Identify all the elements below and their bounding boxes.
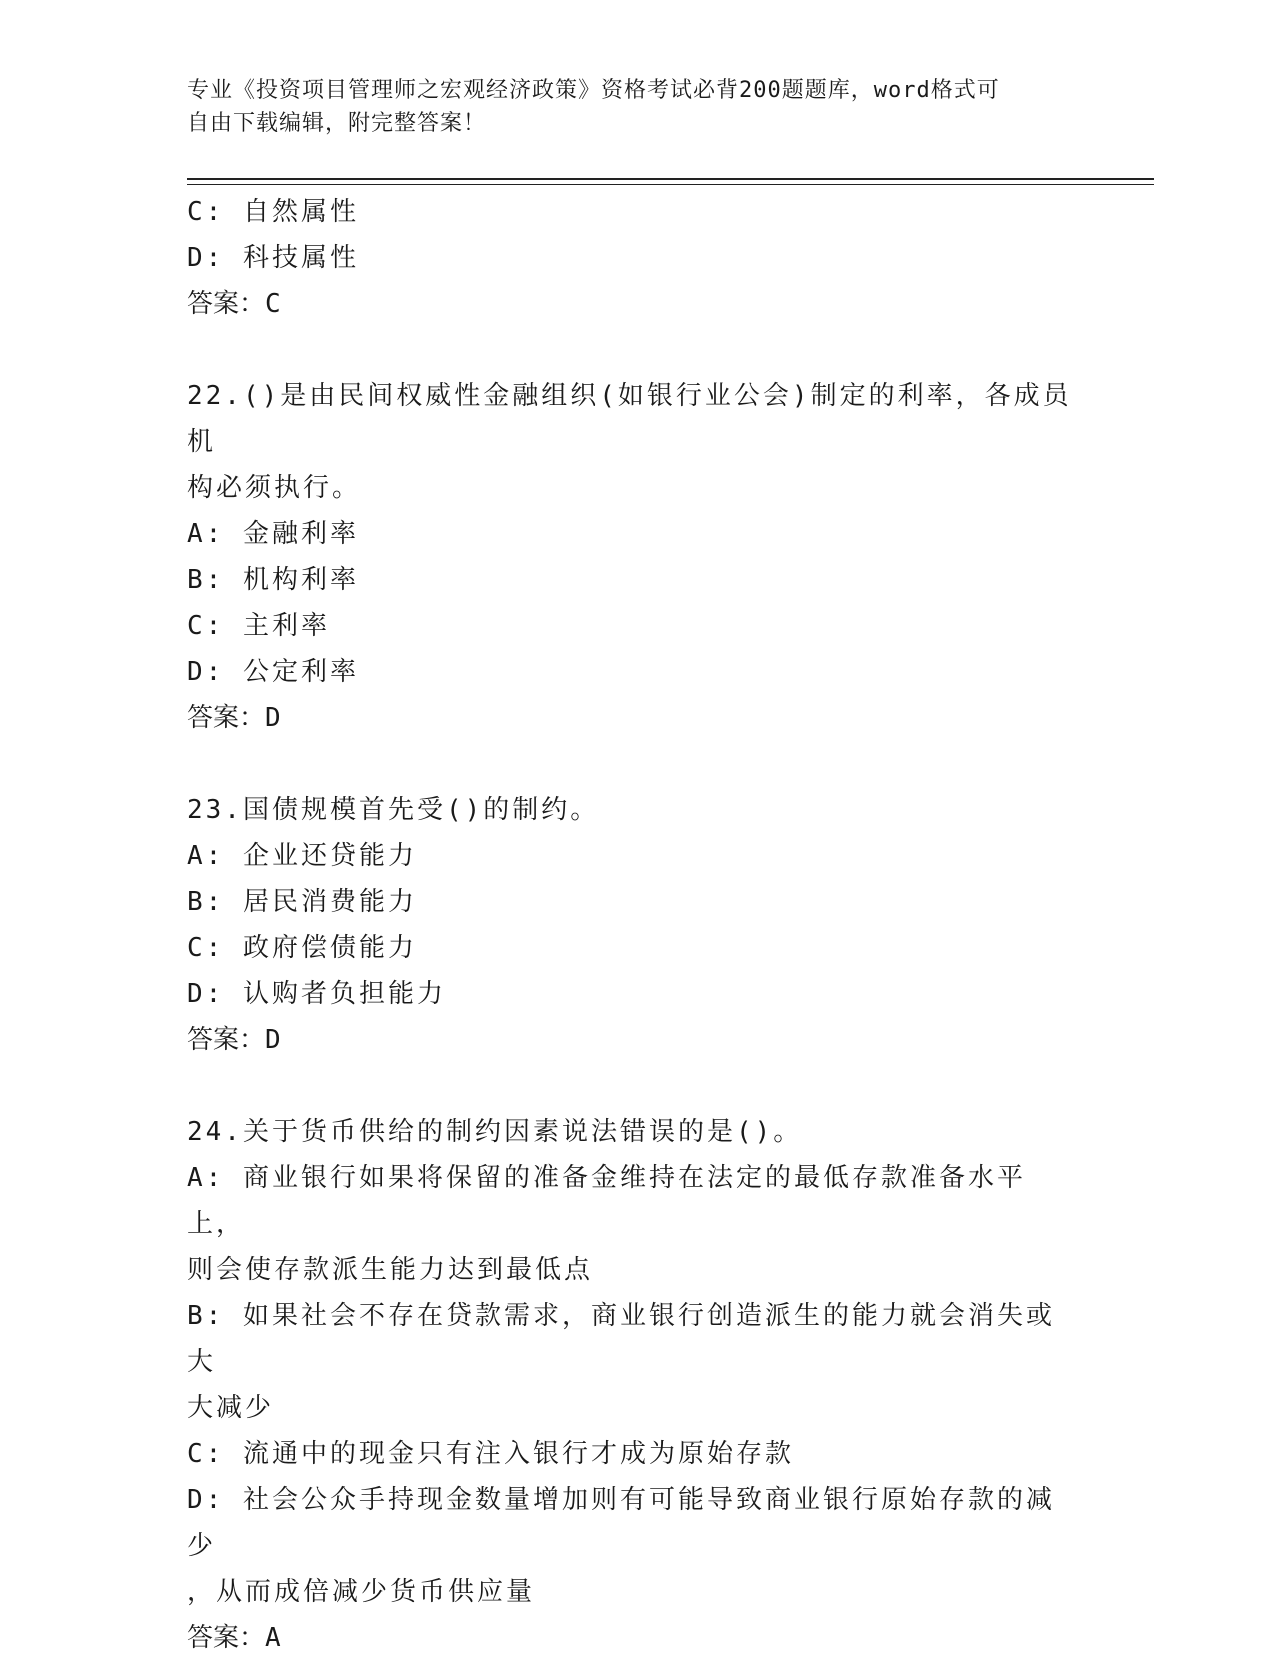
option-label: D: [187, 657, 225, 687]
answer-value: A [265, 1623, 284, 1653]
option-text: 居民消费能力 [242, 887, 417, 917]
question-block-21-continued [187, 189, 1077, 327]
option-label: B: [187, 887, 225, 917]
option-c [187, 925, 1077, 971]
question-stem-line-1: 23.国债规模首先受()的制约。 [187, 795, 600, 825]
answer-value: D [265, 703, 284, 733]
option-a-continuation: 则会使存款派生能力达到最低点 [187, 1255, 594, 1285]
header-title-line-1: 专业《投资项目管理师之宏观经济政策》资格考试必背200题题库，word格式可 [187, 78, 1000, 103]
option-text: 金融利率 [242, 519, 359, 549]
option-d [187, 1477, 1077, 1569]
option-text: 企业还贷能力 [242, 841, 417, 871]
option-d [187, 649, 1077, 695]
spacer [187, 741, 1077, 787]
answer-line [187, 1615, 1077, 1661]
answer-label: 答案： [187, 289, 266, 319]
header-divider-thick [187, 178, 1154, 180]
option-text: 社会公众手持现金数量增加则有可能导致商业银行原始存款的减少 [187, 1485, 1055, 1561]
option-label: B: [187, 1301, 225, 1331]
option-label: D: [187, 979, 225, 1009]
option-text: 主利率 [242, 611, 330, 641]
option-label: B: [187, 565, 225, 595]
option-d-continuation: ，从而成倍减少货币供应量 [187, 1577, 536, 1607]
option-label: C: [187, 933, 225, 963]
spacer [187, 327, 1077, 373]
option-a [187, 511, 1077, 557]
spacer [187, 1063, 1077, 1109]
question-block-22 [187, 373, 1077, 741]
option-text: 科技属性 [242, 243, 359, 273]
answer-value: C [265, 289, 284, 319]
option-label: C: [187, 1439, 225, 1469]
option-text: 自然属性 [242, 197, 359, 227]
answer-line [187, 695, 1077, 741]
option-text: 商业银行如果将保留的准备金维持在法定的最低存款准备水平上， [187, 1163, 1026, 1239]
question-stem-line-1: 22.()是由民间权威性金融组织(如银行业公会)制定的利率，各成员机 [187, 381, 1072, 457]
question-block-23 [187, 787, 1077, 1063]
question-block-24 [187, 1109, 1077, 1661]
answer-label: 答案： [187, 1623, 266, 1653]
option-c [187, 189, 1077, 235]
document-header [187, 74, 1067, 140]
option-b [187, 879, 1077, 925]
answer-value: D [265, 1025, 284, 1055]
option-a [187, 833, 1077, 879]
option-c [187, 603, 1077, 649]
answer-line [187, 281, 1077, 327]
option-b-continuation: 大减少 [187, 1393, 275, 1423]
header-title-line-2: 自由下载编辑，附完整答案！ [187, 111, 487, 136]
answer-line [187, 1017, 1077, 1063]
option-label: A: [187, 841, 225, 871]
option-d [187, 971, 1077, 1017]
answer-label: 答案： [187, 1025, 266, 1055]
option-text: 机构利率 [242, 565, 359, 595]
option-text: 如果社会不存在贷款需求，商业银行创造派生的能力就会消失或大 [187, 1301, 1055, 1377]
option-label: C: [187, 611, 225, 641]
option-b [187, 1293, 1077, 1385]
option-text: 流通中的现金只有注入银行才成为原始存款 [242, 1439, 794, 1469]
question-stem-line-1: 24.关于货币供给的制约因素说法错误的是()。 [187, 1117, 803, 1147]
option-label: D: [187, 243, 225, 273]
option-d [187, 235, 1077, 281]
option-label: A: [187, 519, 225, 549]
option-label: A: [187, 1163, 225, 1193]
option-b [187, 557, 1077, 603]
question-stem-line-2: 构必须执行。 [187, 473, 362, 503]
option-a [187, 1155, 1077, 1247]
option-label: D: [187, 1485, 225, 1515]
option-c [187, 1431, 1077, 1477]
option-text: 认购者负担能力 [242, 979, 446, 1009]
answer-label: 答案： [187, 703, 266, 733]
option-text: 公定利率 [242, 657, 359, 687]
header-divider-thin [187, 184, 1154, 185]
question-content [187, 189, 1077, 1661]
option-label: C: [187, 197, 225, 227]
option-text: 政府偿债能力 [242, 933, 417, 963]
